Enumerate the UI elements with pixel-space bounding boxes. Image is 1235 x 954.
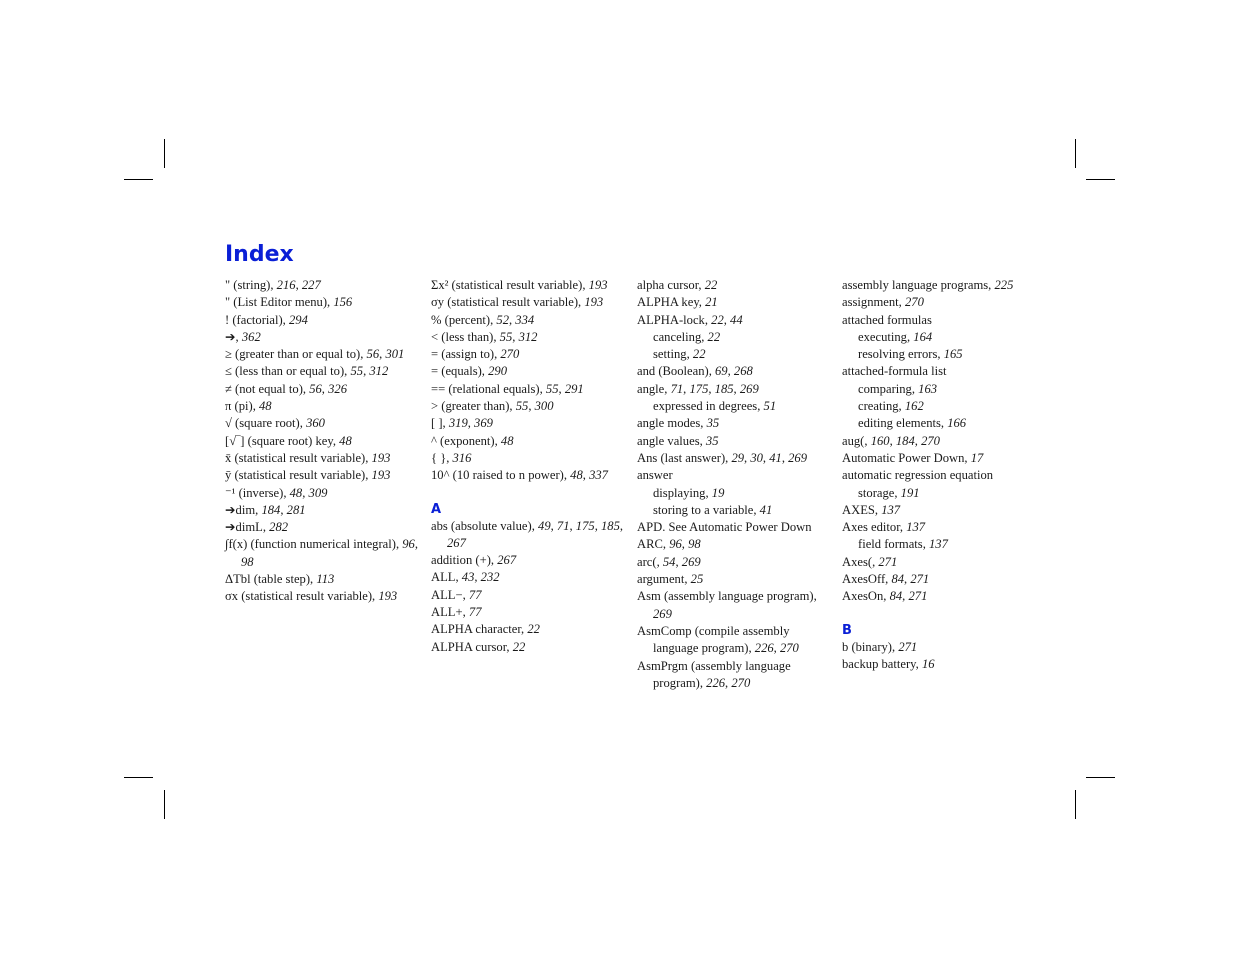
index-term: AxesOff, — [842, 572, 892, 587]
section-letter: B — [842, 622, 852, 638]
index-term: ALL, — [431, 570, 462, 585]
index-entry — [637, 433, 827, 450]
page-reference[interactable]: 326 — [328, 381, 347, 396]
index-term: " (List Editor menu), — [225, 295, 334, 310]
index-entry: AsmComp (compile assembly language program), 226, 270 — [637, 623, 799, 656]
index-entry — [431, 552, 631, 569]
index-entry — [431, 604, 631, 621]
page-reference[interactable]: 270 — [904, 295, 924, 310]
index-term: Axes(, — [842, 554, 879, 569]
index-term: storing to a variable, — [653, 502, 760, 517]
index-entry: < (less than), 55, 312 — [431, 329, 538, 344]
page-reference[interactable]: 22 — [527, 622, 540, 637]
index-term: backup battery, — [842, 656, 922, 671]
page-reference[interactable]: 35 — [706, 416, 720, 431]
page-reference[interactable]: 156 — [333, 295, 353, 310]
index-term: angle modes, — [637, 416, 707, 431]
page-reference[interactable]: 22 — [692, 347, 706, 362]
page-reference[interactable]: 193 — [371, 468, 391, 483]
page-reference[interactable]: 225 — [994, 278, 1014, 292]
index-term: AsmComp (compile assembly language program), — [637, 623, 790, 656]
page-reference[interactable]: 226 — [706, 675, 726, 690]
page-reference[interactable]: 84 — [891, 572, 905, 587]
page-reference[interactable]: 312 — [518, 329, 538, 344]
index-subentry — [842, 346, 1014, 363]
index-entry: ➔dim, 184, 281 — [225, 502, 306, 517]
index-entry: ARC, 96, 98 — [637, 537, 701, 552]
index-entry — [225, 588, 425, 605]
index-term: " (string), — [225, 278, 277, 292]
page-reference[interactable]: 175 — [575, 518, 595, 533]
index-entry: aug(, 160, 184, 270 — [842, 433, 940, 448]
index-entry — [431, 294, 631, 311]
page-reference[interactable]: 268 — [733, 364, 753, 379]
index-entry — [431, 621, 631, 638]
index-term: ➔, — [225, 329, 242, 344]
page-reference[interactable]: 271 — [898, 639, 918, 654]
index-term: arc(, — [637, 554, 663, 569]
index-entry — [431, 450, 631, 467]
page-reference[interactable]: 360 — [306, 416, 325, 431]
index-entry — [225, 415, 425, 432]
index-entry — [842, 294, 1014, 311]
page-reference[interactable]: 22 — [512, 639, 526, 654]
index-entry — [842, 502, 1014, 519]
index-term: ≥ (greater than or equal to), — [225, 347, 367, 362]
index-entry — [842, 639, 1014, 656]
index-term: Σx² (statistical result variable), — [431, 278, 589, 292]
page-reference[interactable]: 269 — [739, 381, 759, 396]
page-reference[interactable]: 48 — [259, 399, 272, 414]
index-term: abs (absolute value), — [431, 518, 539, 533]
index-term: displaying, — [653, 485, 712, 500]
index-entry — [842, 467, 1014, 502]
index-term: ALPHA cursor, — [431, 639, 513, 654]
page-reference[interactable]: 69 — [715, 364, 728, 379]
index-subentry — [637, 485, 827, 502]
index-term: and (Boolean), — [637, 364, 715, 379]
page-reference[interactable]: 55 — [515, 399, 529, 414]
page-reference[interactable]: 22 — [711, 312, 724, 327]
index-subentry — [637, 346, 827, 363]
page-reference[interactable]: 290 — [488, 364, 507, 379]
index-entry: angle, 71, 175, 185, 269 — [637, 381, 759, 396]
page-reference[interactable]: 48 — [570, 468, 583, 483]
page-reference[interactable]: 191 — [900, 485, 920, 500]
index-entry: == (relational equals), 55, 291 — [431, 381, 584, 396]
page-reference[interactable]: 137 — [881, 502, 901, 517]
index-term: assignment, — [842, 295, 905, 310]
page-reference[interactable]: 41 — [759, 502, 773, 517]
crop-mark-bottom-right-horizontal — [1086, 777, 1115, 778]
page-reference[interactable]: 54 — [662, 554, 676, 569]
index-entry: ≤ (less than or equal to), 55, 312 — [225, 364, 389, 379]
index-term: ^ (exponent), — [431, 433, 501, 448]
page-reference[interactable]: 49 — [538, 518, 551, 533]
index-term: ➔dimL, — [225, 520, 270, 535]
page-reference[interactable]: 226 — [754, 641, 774, 656]
crop-mark-top-left-horizontal — [124, 179, 153, 180]
page-reference[interactable]: 312 — [369, 364, 389, 379]
index-term: automatic regression equation storage, — [842, 468, 994, 500]
index-entry — [225, 329, 425, 346]
page-reference[interactable]: 271 — [878, 554, 898, 569]
page-reference[interactable]: 137 — [929, 537, 948, 552]
index-term: Ans (last answer), — [637, 450, 732, 465]
index-entry — [842, 450, 1014, 467]
index-term: < (less than), — [431, 329, 500, 344]
page-reference[interactable]: 56 — [366, 347, 380, 362]
index-term: ALL−, — [431, 587, 469, 602]
page-reference[interactable]: 51 — [763, 399, 777, 414]
index-entry — [842, 656, 1014, 673]
index-entry — [225, 467, 425, 484]
index-entry: " (string), 216, 227 — [225, 278, 321, 292]
index-term: ALPHA key, — [637, 295, 706, 310]
index-term: creating, — [858, 399, 905, 414]
page-reference[interactable]: 17 — [970, 450, 984, 465]
index-entry — [225, 571, 425, 588]
page-reference[interactable]: 21 — [705, 295, 718, 310]
page-reference[interactable]: 193 — [588, 278, 608, 292]
index-term: field formats, — [858, 537, 929, 552]
index-entry: abs (absolute value), 49, 71, 175, 185, 267 — [431, 518, 624, 550]
index-entry: ≠ (not equal to), 56, 326 — [225, 381, 347, 396]
index-term: AxesOn, — [842, 589, 890, 604]
index-entry: arc(, 54, 269 — [637, 554, 701, 569]
page-reference[interactable]: 319 — [448, 416, 468, 431]
index-column-1 — [225, 277, 425, 606]
page-reference[interactable]: 270 — [500, 347, 520, 362]
index-term: = (assign to), — [431, 347, 501, 362]
index-term: ➔dim, — [225, 502, 262, 517]
page-reference[interactable]: 35 — [705, 433, 719, 448]
index-subentry — [842, 536, 1014, 553]
page-reference[interactable]: 334 — [515, 312, 535, 327]
page-reference[interactable]: 29 — [731, 450, 745, 465]
index-term: { }, — [431, 450, 453, 465]
index-entry: ≥ (greater than or equal to), 56, 301 — [225, 347, 405, 362]
page-reference[interactable]: 166 — [947, 416, 967, 431]
page-reference[interactable]: 184 — [895, 433, 915, 448]
page-reference[interactable]: 185 — [600, 518, 620, 533]
page-reference[interactable]: 271 — [908, 589, 928, 604]
index-term: ≠ (not equal to), — [225, 381, 310, 396]
index-term: ALL+, — [431, 605, 469, 620]
index-column-2 — [431, 277, 631, 656]
page-reference[interactable]: 175 — [689, 381, 709, 396]
index-term: AXES, — [842, 502, 882, 517]
index-subentry — [637, 502, 827, 519]
index-entry — [225, 519, 425, 536]
index-subentry — [842, 381, 1014, 398]
crop-mark-top-right-vertical — [1075, 139, 1076, 168]
index-entry — [431, 346, 631, 363]
index-term: Axes editor, — [842, 520, 907, 535]
page-reference[interactable]: 96 — [669, 537, 682, 552]
index-term: angle values, — [637, 433, 706, 448]
page-reference[interactable]: 269 — [653, 606, 672, 621]
crop-mark-bottom-left-vertical — [164, 790, 165, 819]
crop-mark-top-right-horizontal — [1086, 179, 1115, 180]
index-entry: > (greater than), 55, 300 — [431, 399, 554, 414]
index-subentry — [637, 329, 827, 346]
index-term: ≤ (less than or equal to), — [225, 364, 351, 379]
index-term: ∫f(x) (function numerical integral), — [225, 537, 403, 552]
index-entry — [842, 519, 1014, 536]
index-term: addition (+), — [431, 553, 498, 568]
page-reference[interactable]: 22 — [707, 329, 721, 344]
page-reference[interactable]: 98 — [241, 554, 254, 569]
index-entry: ALL, 43, 232 — [431, 570, 500, 585]
index-term: expressed in degrees, — [653, 399, 764, 414]
page-reference[interactable]: 19 — [711, 485, 725, 500]
page-reference[interactable]: 162 — [904, 399, 924, 414]
page-reference[interactable]: 369 — [474, 416, 493, 431]
index-term: σy (statistical result variable), — [431, 295, 585, 310]
page-reference[interactable]: 77 — [468, 587, 482, 602]
index-term: answer — [637, 468, 673, 483]
index-entry: ALPHA-lock, 22, 44 — [637, 312, 743, 327]
index-entry: [ ], 319, 369 — [431, 416, 493, 431]
page-reference[interactable]: 43 — [461, 570, 475, 585]
index-term: AsmPrgm (assembly language program), — [637, 658, 791, 690]
index-term: attached formulas — [842, 312, 932, 327]
page-reference[interactable]: 267 — [447, 535, 466, 550]
index-term: assembly language programs, — [842, 278, 995, 292]
index-entry: ∫f(x) (function numerical integral), 96, 98 — [225, 537, 418, 569]
index-term: σx (statistical result variable), — [225, 589, 379, 604]
index-term: resolving errors, — [858, 347, 944, 362]
page-reference[interactable]: 216 — [276, 278, 296, 292]
index-entry — [225, 312, 425, 329]
page-reference[interactable]: 232 — [480, 570, 500, 585]
index-entry — [431, 433, 631, 450]
index-entry — [637, 519, 827, 536]
crop-mark-top-left-vertical — [164, 139, 165, 168]
index-entry: % (percent), 52, 334 — [431, 312, 535, 327]
page-reference[interactable]: 271 — [910, 572, 930, 587]
page-reference[interactable]: 160 — [870, 433, 890, 448]
page-reference[interactable]: 98 — [688, 537, 701, 552]
index-term: [ ], — [431, 416, 449, 431]
page-reference[interactable]: 164 — [913, 329, 933, 344]
index-term: == (relational equals), — [431, 381, 546, 396]
page-reference[interactable]: 48 — [289, 485, 303, 500]
index-entry: AsmPrgm (assembly language program), 226, 270 — [637, 658, 791, 690]
index-entry — [225, 433, 425, 450]
index-entry — [637, 588, 827, 623]
page-reference[interactable]: 71 — [670, 381, 684, 396]
page-reference[interactable]: 269 — [788, 450, 807, 465]
index-term: alpha cursor, — [637, 278, 705, 292]
index-term: comparing, — [858, 381, 919, 396]
page-reference[interactable]: 282 — [269, 520, 289, 535]
page-title: Index — [225, 242, 294, 267]
page-reference[interactable]: 291 — [564, 381, 584, 396]
page-reference[interactable]: 30 — [750, 450, 763, 465]
index-entry — [225, 398, 425, 415]
index-entry — [431, 277, 631, 294]
page-reference[interactable]: 22 — [704, 278, 718, 292]
index-term: = (equals), — [431, 364, 489, 379]
index-entry — [431, 587, 631, 604]
page-reference[interactable]: 193 — [584, 295, 604, 310]
index-term: 10^ (10 raised to n power), — [431, 468, 571, 483]
index-entry: AxesOn, 84, 271 — [842, 589, 928, 604]
page-reference[interactable]: 77 — [468, 605, 482, 620]
index-term: b (binary), — [842, 639, 899, 654]
page-reference[interactable]: 71 — [556, 518, 570, 533]
index-term: ⁻¹ (inverse), — [225, 485, 290, 500]
page-reference[interactable]: 56 — [309, 381, 322, 396]
page-reference[interactable]: 137 — [906, 520, 926, 535]
page-reference[interactable]: 55 — [350, 364, 364, 379]
page-reference[interactable]: 316 — [452, 450, 472, 465]
index-term: attached-formula list — [842, 364, 947, 379]
index-entry — [637, 467, 827, 484]
page-reference[interactable]: 25 — [690, 572, 704, 587]
index-entry — [842, 363, 1014, 380]
index-term: Asm (assembly language program), — [637, 589, 817, 604]
index-term: argument, — [637, 572, 691, 587]
page-reference[interactable]: 294 — [288, 312, 308, 327]
index-term: π (pi), — [225, 399, 259, 414]
page-reference[interactable]: 185 — [714, 381, 734, 396]
index-entry — [637, 294, 827, 311]
page-reference[interactable]: 269 — [681, 554, 701, 569]
index-term: APD. See Automatic Power Down — [637, 520, 812, 535]
index-term: ȳ (statistical result variable), — [225, 468, 372, 483]
index-entry: AxesOff, 84, 271 — [842, 572, 930, 587]
index-term: > (greater than), — [431, 399, 516, 414]
index-entry — [431, 639, 631, 656]
index-term: ALPHA character, — [431, 622, 528, 637]
page-reference[interactable]: 84 — [889, 589, 903, 604]
page-reference[interactable]: 270 — [731, 675, 751, 690]
index-term: √ (square root), — [225, 416, 307, 431]
index-term: aug(, — [842, 433, 871, 448]
index-entry — [431, 363, 631, 380]
index-term: angle, — [637, 381, 671, 396]
index-column-4 — [842, 277, 1014, 673]
section-letter: A — [431, 501, 442, 517]
index-entry: ⁻¹ (inverse), 48, 309 — [225, 485, 328, 500]
index-entry — [842, 554, 1014, 571]
page-reference[interactable]: 44 — [730, 312, 743, 327]
page-reference[interactable]: 96 — [402, 537, 415, 552]
page-reference[interactable]: 165 — [943, 347, 963, 362]
index-term: ! (factorial), — [225, 312, 289, 327]
index-entry — [225, 294, 425, 311]
page-reference[interactable]: 281 — [286, 502, 306, 517]
index-subentry — [842, 329, 1014, 346]
index-column-3 — [637, 277, 827, 692]
page-reference[interactable]: 48 — [500, 433, 514, 448]
index-entry: and (Boolean), 69, 268 — [637, 364, 753, 379]
page-reference[interactable]: 55 — [545, 381, 559, 396]
page-reference[interactable]: 184 — [261, 502, 281, 517]
index-term: % (percent), — [431, 312, 497, 327]
page-reference[interactable]: 16 — [921, 656, 935, 671]
page-reference[interactable]: 52 — [496, 312, 509, 327]
index-term: ALPHA-lock, — [637, 312, 712, 327]
index-term: canceling, — [653, 329, 708, 344]
index-subentry — [842, 398, 1014, 415]
index-subentry — [637, 398, 827, 415]
index-entry — [842, 277, 1014, 294]
page-reference[interactable]: 267 — [497, 553, 517, 568]
index-entry — [637, 571, 827, 588]
index-term: ΔTbl (table step), — [225, 572, 317, 587]
index-entry — [637, 415, 827, 432]
index-entry — [637, 277, 827, 294]
index-entry: Ans (last answer), 29, 30, 41, 269 — [637, 450, 807, 465]
page-reference[interactable]: 41 — [769, 450, 782, 465]
page-reference[interactable]: 309 — [308, 485, 328, 500]
page-reference[interactable]: 193 — [378, 589, 398, 604]
page-reference[interactable]: 55 — [499, 329, 513, 344]
index-subentry — [842, 415, 1014, 432]
page-reference[interactable]: 48 — [339, 433, 352, 448]
index-term: x̄ (statistical result variable), — [225, 450, 372, 465]
page-reference[interactable]: 301 — [385, 347, 405, 362]
index-term: setting, — [653, 347, 693, 362]
page-reference[interactable]: 227 — [301, 278, 321, 292]
index-term: executing, — [858, 329, 914, 344]
page-reference[interactable]: 193 — [371, 450, 391, 465]
index-term: editing elements, — [858, 416, 948, 431]
page-reference[interactable]: 337 — [589, 468, 608, 483]
index-term: Automatic Power Down, — [842, 450, 971, 465]
crop-mark-bottom-left-horizontal — [124, 777, 153, 778]
crop-mark-bottom-right-vertical — [1075, 790, 1076, 819]
page-reference[interactable]: 270 — [921, 433, 940, 448]
page-reference[interactable]: 270 — [779, 641, 799, 656]
page-reference[interactable]: 163 — [918, 381, 938, 396]
page-reference[interactable]: 300 — [534, 399, 554, 414]
index-term: [√‾] (square root) key, — [225, 433, 340, 448]
page-reference[interactable]: 362 — [241, 329, 261, 344]
index-entry: 10^ (10 raised to n power), 48, 337 — [431, 468, 608, 483]
page-reference[interactable]: 113 — [316, 572, 335, 587]
index-entry — [225, 450, 425, 467]
index-term: ARC, — [637, 537, 670, 552]
index-entry — [842, 312, 1014, 329]
